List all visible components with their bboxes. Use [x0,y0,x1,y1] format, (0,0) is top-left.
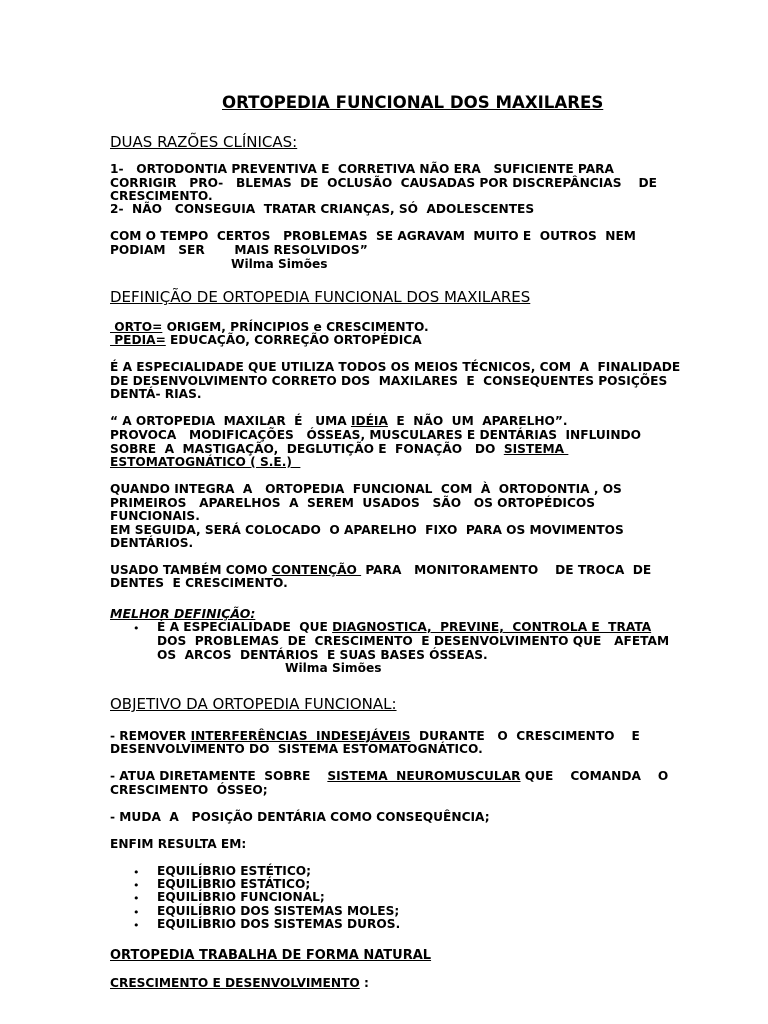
text-neuromuscular: SISTEMA NEUROMUSCULAR [327,769,521,783]
text-line: DENTÁRIOS. [110,536,194,550]
text-line: É A ESPECIALIDADE QUE UTILIZA TODOS OS MEIOS TÉCNICOS, COM A FINALIDADE [110,360,681,374]
section-heading-definicao: DEFINIÇÃO DE ORTOPEDIA FUNCIONAL DOS MAXILARES [110,288,531,306]
text-line: FUNCIONAIS. [110,509,200,523]
text-line: COM O TEMPO CERTOS PROBLEMAS SE AGRAVAM MUITO E OUTROS NEM [110,229,636,243]
text-line [110,456,300,470]
text-line: CORRIGIR PRO- BLEMAS DE OCLUSÃO CAUSADAS POR DISCREPÂNCIAS DE [110,176,657,190]
bullet-symbol: • [133,892,140,905]
quote-line [110,415,568,429]
text-sistema: SISTEMA [503,442,569,456]
text-line [157,621,651,635]
text-part: : [359,976,369,990]
text-part: É A ESPECIALIDADE QUE [157,620,333,634]
text-part: PARA MONITORAMENTO DE TROCA DE [361,563,652,577]
text-estomatognatico: ESTOMATOGNÁTICO ( S.E.) [110,455,301,469]
text-line: DENTÁ- RIAS. [110,387,202,401]
melhor-definicao-heading: MELHOR DEFINIÇÃO: [110,606,256,621]
page-title: ORTOPEDIA FUNCIONAL DOS MAXILARES [222,93,604,112]
text-line: DOS PROBLEMAS DE CRESCIMENTO E DESENVOLVIMENTO QUE AFETAM [157,634,670,648]
text-crescimento: CRESCIMENTO E DESENVOLVIMENTO [110,976,360,990]
text-line: 1- ORTODONTIA PREVENTIVA E CORRETIVA NÃO ERA SUFICIENTE PARA [110,162,614,176]
text-line: CRESCIMENTO. [110,189,213,203]
text-line: PROVOCA MODIFICAÇÕES ÓSSEAS, MUSCULARES E DENTÁRIAS INFLUINDO [110,428,642,442]
quote-part: “ A ORTOPEDIA MAXILAR É UMA [110,414,351,428]
bullet-symbol: • [133,622,140,635]
bullet-symbol: • [133,906,140,919]
definition-pedia [110,334,422,348]
text-line: PRIMEIROS APARELHOS A SEREM USADOS SÃO OS ORTOPÉDICOS [110,496,596,510]
term-pedia-text: EDUCAÇÃO, CORREÇÃO ORTOPÉDICA [165,333,422,347]
text-part: USADO TAMBÉM COMO [110,563,272,577]
text-line: DESENVOLVIMENTO DO SISTEMA ESTOMATOGNÁTICO. [110,742,483,756]
text-line: OS ARCOS DENTÁRIOS E SUAS BASES ÓSSEAS. [157,648,488,662]
list-item: EQUILÍBRIO FUNCIONAL; [157,890,325,904]
text-line: DE DESENVOLVIMENTO CORRETO DOS MAXILARES E CONSEQUENTES POSIÇÕES [110,374,668,388]
text-line: CRESCIMENTO ÓSSEO; [110,783,268,797]
text-part: - ATUA DIRETAMENTE SOBRE [110,769,328,783]
text-contencao: CONTENÇÃO [271,563,362,577]
text-line: - MUDA A POSIÇÃO DENTÁRIA COMO CONSEQUÊNCIA; [110,810,490,824]
section-heading-natural: ORTOPEDIA TRABALHA DE FORMA NATURAL [110,948,432,963]
text-line: QUANDO INTEGRA A ORTOPEDIA FUNCIONAL COM À ORTODONTIA , OS [110,482,622,496]
quote-part: E NÃO UM APARELHO”. [387,414,568,428]
list-item: EQUILÍBRIO DOS SISTEMAS MOLES; [157,904,400,918]
term-pedia: PEDIA= [110,333,166,347]
text-part: DURANTE O CRESCIMENTO E [410,729,640,743]
text-part: SOBRE A MASTIGAÇÃO, DEGLUTIÇÃO E FONAÇÃO DO [110,442,504,456]
bullet-symbol: • [133,879,140,892]
author-signature: Wilma Simões [285,661,382,675]
text-interferencias: INTERFERÊNCIAS INDESEJÁVEIS [190,729,411,743]
text-line: ENFIM RESULTA EM: [110,837,247,851]
text-line: PODIAM SER MAIS RESOLVIDOS” [110,243,368,257]
quote-idea: IDÉIA [350,414,388,428]
term-orto-text: ORIGEM, PRÍNCIPIOS e CRESCIMENTO. [162,320,429,334]
text-line [110,770,668,784]
text-line [110,977,369,991]
text-line: DENTES E CRESCIMENTO. [110,576,288,590]
text-part: QUE COMANDA O [520,769,669,783]
term-orto: ORTO= [110,320,163,334]
text-part: - REMOVER [110,729,191,743]
text-diagnostica: DIAGNOSTICA, PREVINE, CONTROLA E TRATA [332,620,652,634]
list-item: EQUILÍBRIO ESTÁTICO; [157,877,311,891]
author-signature: Wilma Simões [231,257,328,271]
bullet-symbol: • [133,866,140,879]
list-item: EQUILÍBRIO DOS SISTEMAS DUROS. [157,917,401,931]
list-item: EQUILÍBRIO ESTÉTICO; [157,864,311,878]
section-heading-objetivo: OBJETIVO DA ORTOPEDIA FUNCIONAL: [110,695,397,713]
text-line: 2- NÃO CONSEGUIA TRATAR CRIANÇAS, SÓ ADOLESCENTES [110,202,535,216]
section-heading-razoes: DUAS RAZÕES CLÍNICAS: [110,133,298,151]
text-line: EM SEGUIDA, SERÁ COLOCADO O APARELHO FIXO PARA OS MOVIMENTOS [110,523,624,537]
bullet-symbol: • [133,919,140,932]
